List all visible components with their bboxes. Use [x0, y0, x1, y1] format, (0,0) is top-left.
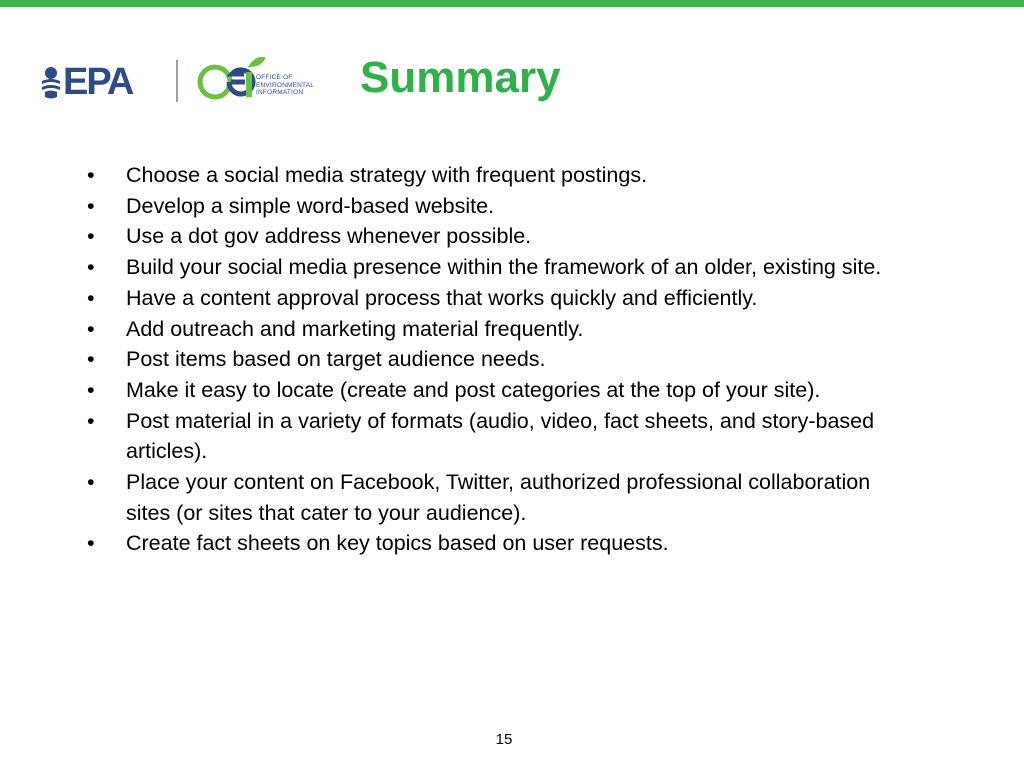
oei-leaf	[248, 57, 266, 67]
bullet-text: Create fact sheets on key topics based on user requests.	[126, 531, 669, 556]
oei-text-line-2: ENVIRONMENTAL	[256, 81, 315, 89]
oei-text-line-3: INFORMATION	[256, 89, 304, 96]
page-number: 15	[495, 731, 513, 748]
bullet-text: Make it easy to locate (create and post categories at the top of your site).	[126, 377, 821, 402]
bullet-text: Post items based on target audience needs.	[126, 347, 546, 372]
bullet-list	[83, 160, 913, 559]
bullet-item	[83, 283, 913, 314]
epa-emblem-wave-2	[42, 85, 60, 90]
bullet-marker: •	[87, 531, 95, 556]
bullet-marker: •	[87, 316, 95, 341]
bullet-item	[83, 160, 913, 191]
bullet-marker: •	[87, 347, 95, 372]
bullet-item	[83, 406, 913, 467]
epa-emblem-base	[45, 91, 57, 99]
oei-text-line-1: OFFICE OF	[256, 74, 293, 81]
oei-letter-o	[200, 67, 230, 97]
bullet-marker: •	[87, 163, 95, 187]
bullet-text: Have a content approval process that works quickly and efficiently.	[126, 285, 758, 310]
bullet-text: Build your social media presence within the framework of an older, existing site.	[126, 255, 882, 280]
slide-title: Summary	[360, 53, 561, 102]
bullet-text: Develop a simple word-based website.	[126, 193, 495, 218]
bullet-item	[83, 221, 913, 252]
bullet-item	[83, 252, 913, 283]
bullet-marker: •	[87, 470, 95, 495]
bullet-marker: •	[87, 408, 95, 433]
bullet-marker: •	[87, 255, 95, 280]
logo-divider	[176, 60, 178, 102]
top-accent-bar	[0, 0, 1024, 7]
bullet-text: Place your content on Facebook, Twitter, authorized professional collaboration sites (or sites that cater to your audience).	[126, 470, 871, 525]
bullet-item	[83, 191, 913, 222]
bullet-marker: •	[87, 285, 95, 310]
bullet-text: Add outreach and marketing material frequently.	[126, 316, 584, 341]
bullet-text: Use a dot gov address whenever possible.	[126, 224, 532, 249]
bullet-item	[83, 314, 913, 345]
bullet-marker: •	[87, 224, 95, 249]
bullet-item	[83, 467, 913, 528]
epa-logo	[41, 61, 159, 101]
bullet-marker: •	[87, 193, 95, 218]
epa-emblem-petal-top	[45, 67, 57, 79]
bullet-item	[83, 528, 913, 559]
bullet-text: Post material in a variety of formats (audio, video, fact sheets, and story-based articles).	[126, 408, 875, 464]
bullet-item	[83, 344, 913, 375]
epa-emblem-wave-1	[42, 79, 60, 84]
oei-logo-text	[256, 74, 314, 97]
bullet-text: Choose a social media strategy with frequent postings.	[126, 163, 648, 187]
bullet-marker: •	[87, 377, 95, 402]
bullet-item	[83, 375, 913, 406]
oei-letter-i	[246, 72, 252, 97]
epa-logo-text: EPA	[63, 61, 133, 101]
